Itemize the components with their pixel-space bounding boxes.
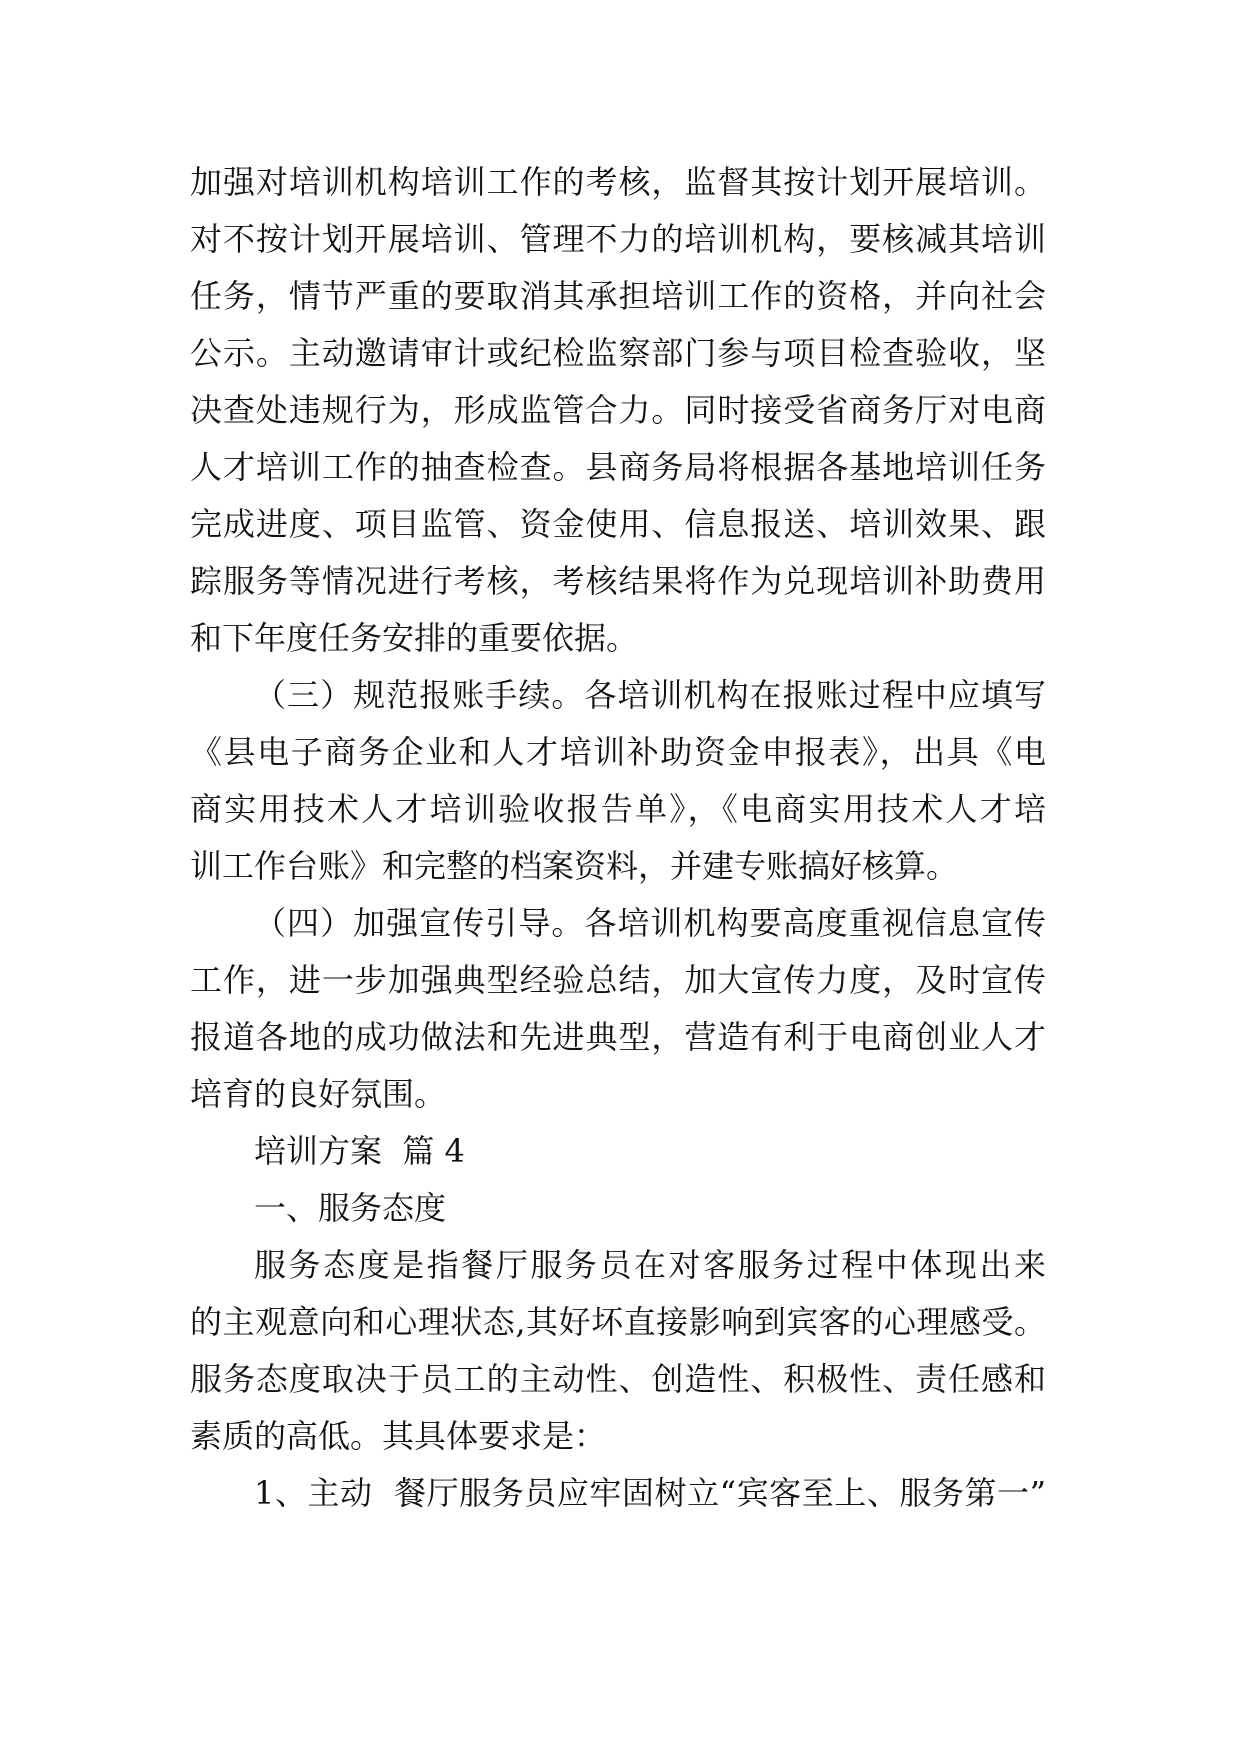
text-line: 对不按计划开展培训、管理不力的培训机构，要核减其培训: [190, 220, 1046, 258]
text-line: 训工作台账》和完整的档案资料，并建专账搞好核算。: [190, 847, 959, 885]
text-line: 服务态度是指餐厅服务员在对客服务过程中体现出来: [254, 1246, 1046, 1284]
text-line: 《县电子商务企业和人才培训补助资金申报表》，出具《电: [190, 733, 1046, 771]
text-line: 和下年度任务安排的重要依据。: [190, 619, 639, 657]
paragraph-heading: （三）规范报账手续。各培训机构在报账过程中应填写: [254, 676, 1046, 714]
text-line: 服务态度取决于员工的主动性、创造性、积极性、责任感和: [190, 1360, 1046, 1398]
list-item: 1、主动 餐厅服务员应牢固树立“宾客至上、服务第一”: [254, 1474, 1046, 1512]
text-line: 完成进度、项目监管、资金使用、信息报送、培训效果、跟: [190, 505, 1046, 543]
text-line: 报道各地的成功做法和先进典型，营造有利于电商创业人才: [190, 1018, 1046, 1056]
text-line: 人才培训工作的抽查检查。县商务局将根据各基地培训任务: [190, 448, 1046, 486]
text-line: 工作，进一步加强典型经验总结，加大宣传力度，及时宣传: [190, 961, 1046, 999]
text-line: 任务，情节严重的要取消其承担培训工作的资格，并向社会: [190, 277, 1046, 315]
text-line: 商实用技术人才培训验收报告单》，《电商实用技术人才培: [190, 790, 1046, 828]
text-line: 培育的良好氛围。: [190, 1075, 447, 1113]
text-line: 的主观意向和心理状态,其好坏直接影响到宾客的心理感受。: [190, 1303, 1046, 1341]
text-line: 加强对培训机构培训工作的考核，监督其按计划开展培训。: [190, 163, 1046, 201]
text-line: 决查处违规行为，形成监管合力。同时接受省商务厅对电商: [190, 391, 1046, 429]
text-line: 踪服务等情况进行考核，考核结果将作为兑现培训补助费用: [190, 562, 1046, 600]
text-line: 公示。主动邀请审计或纪检监察部门参与项目检查验收，坚: [190, 334, 1046, 372]
section-title: 培训方案 篇 4: [254, 1132, 465, 1170]
paragraph-heading: （四）加强宣传引导。各培训机构要高度重视信息宣传: [254, 904, 1046, 942]
section-heading: 一、服务态度: [254, 1189, 447, 1227]
text-line: 素质的高低。其具体要求是：: [190, 1417, 607, 1455]
